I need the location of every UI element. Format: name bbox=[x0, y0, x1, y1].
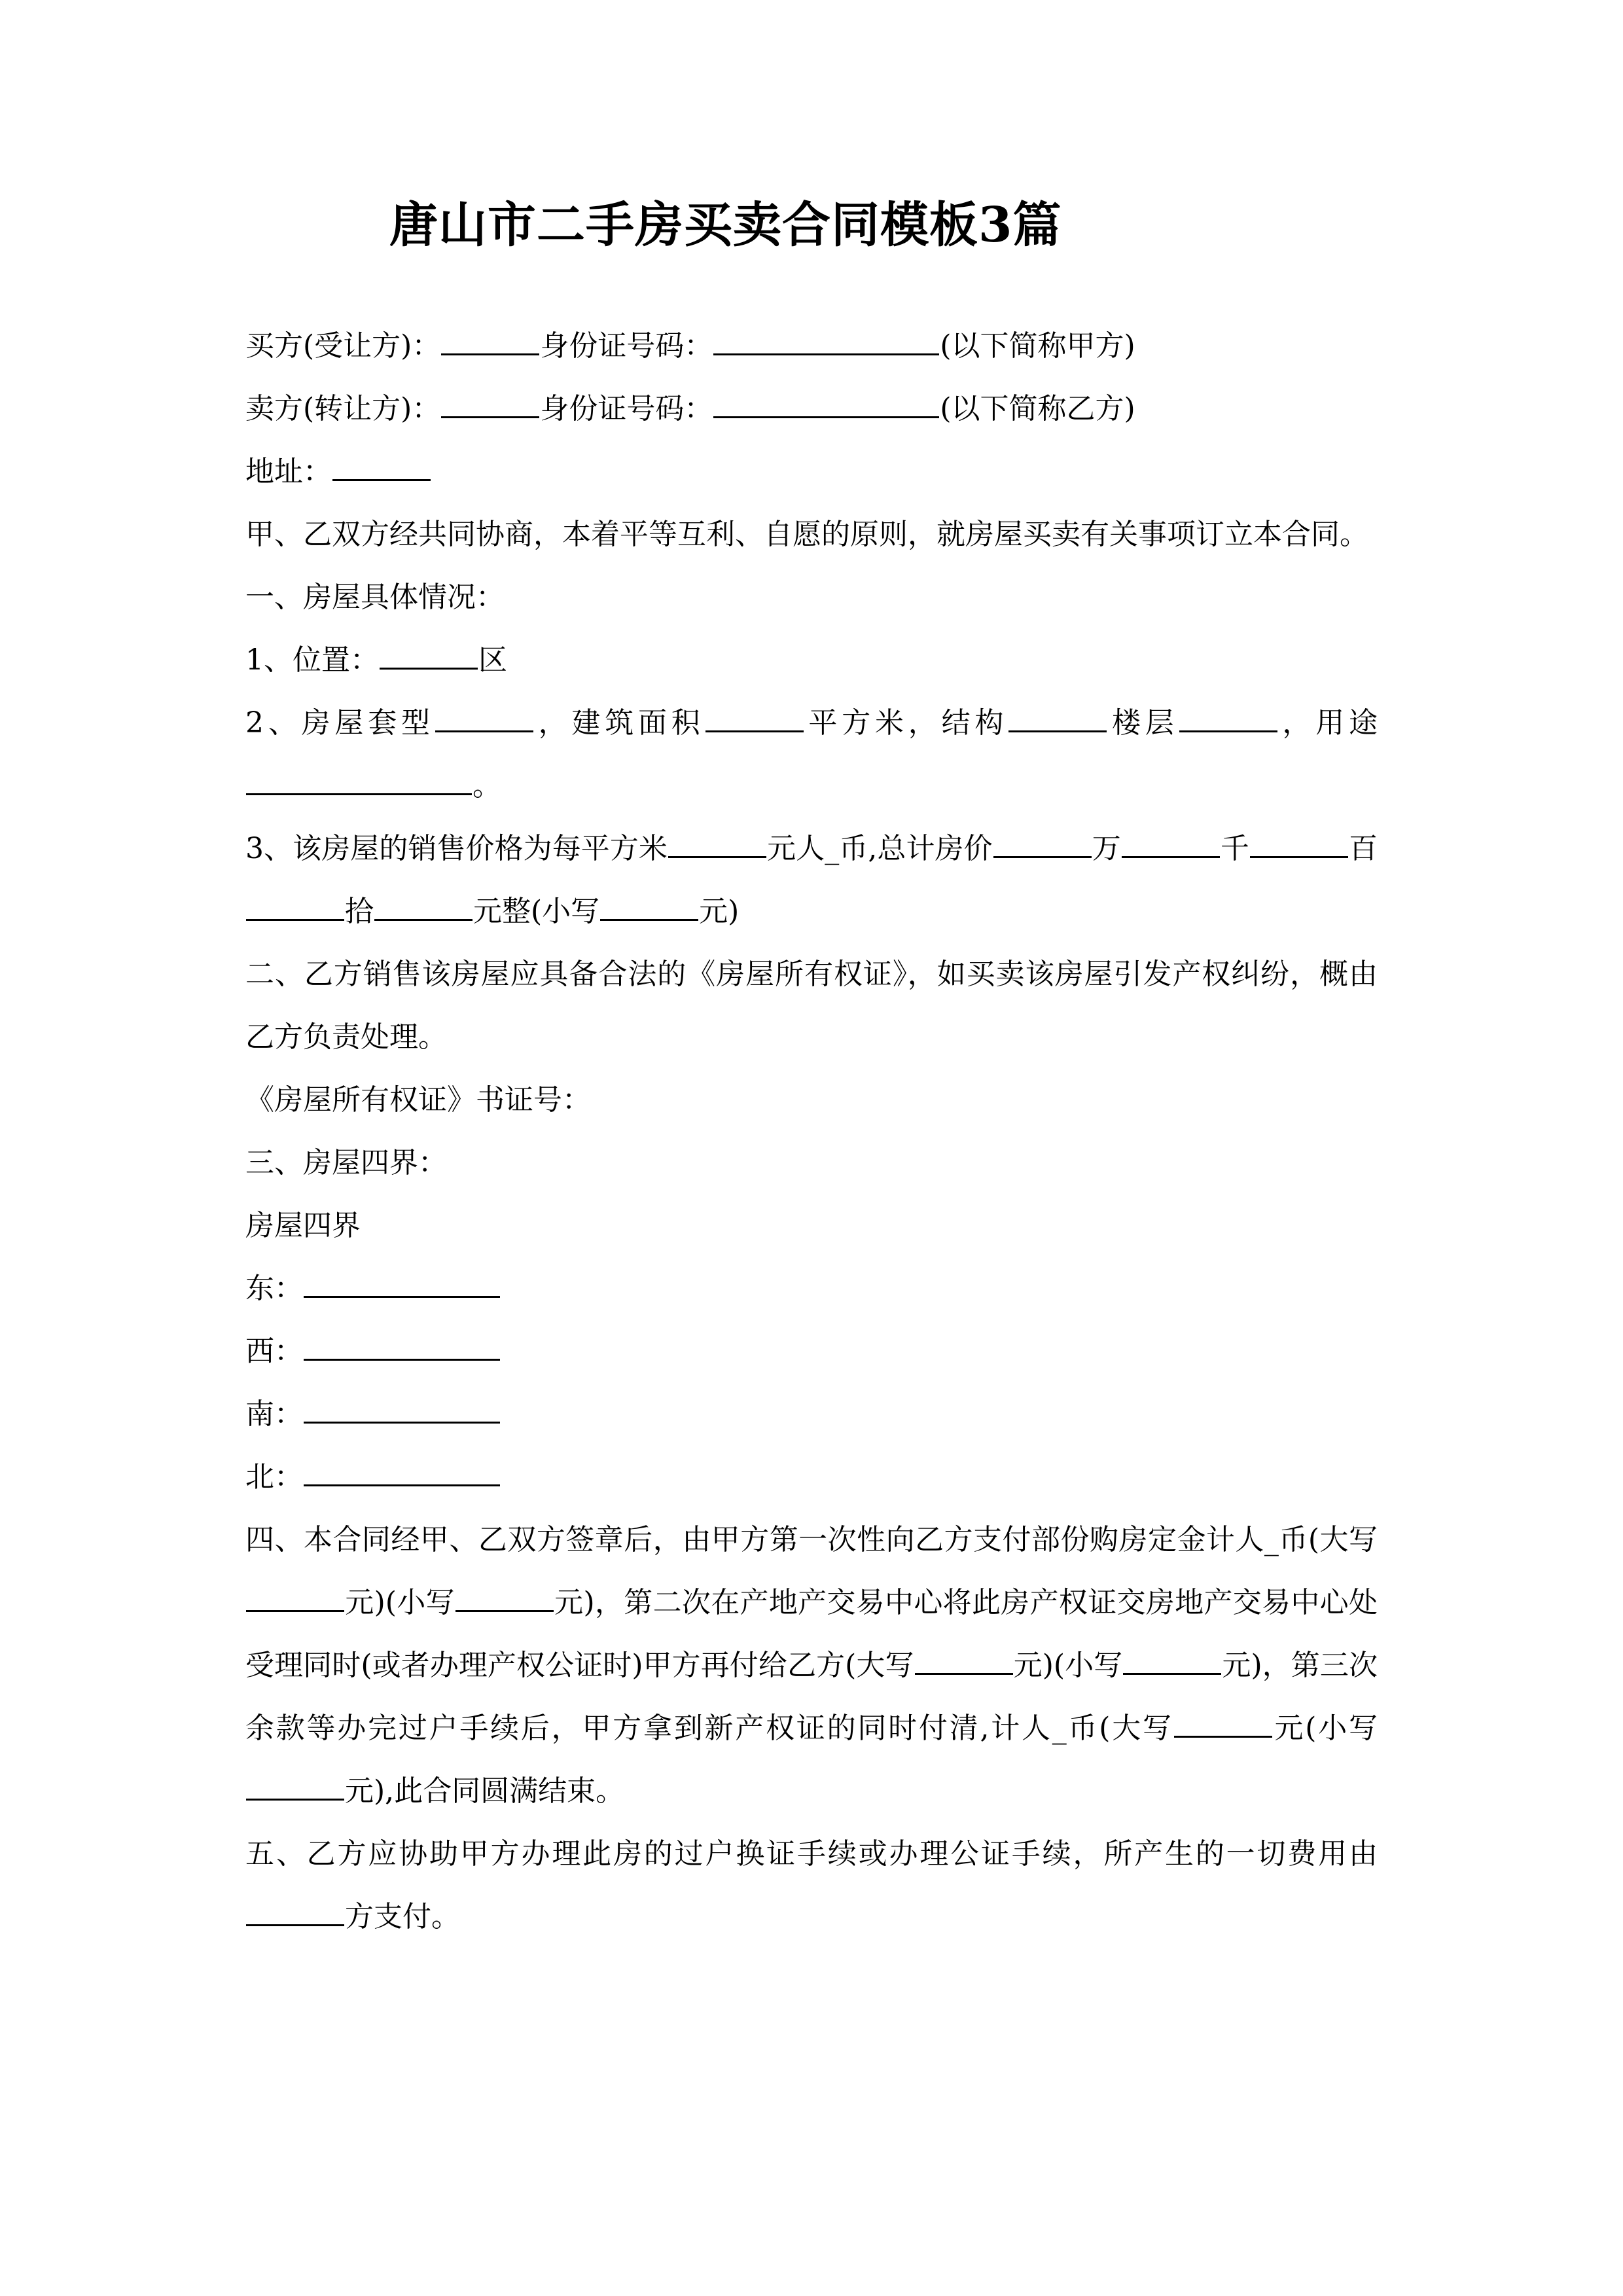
section-4-paragraph bbox=[245, 1509, 1378, 1823]
section-5-paragraph bbox=[245, 1823, 1378, 1948]
section-2-paragraph: 二、乙方销售该房屋应具备合法的《房屋所有权证》，如买卖该房屋引发产权纠纷，概由乙方负责处理。 bbox=[245, 957, 1378, 1054]
price-qian-blank[interactable] bbox=[1122, 829, 1220, 858]
total-price-label: 元人_币,总计房价 bbox=[767, 831, 993, 865]
area-label: ，建筑面积 bbox=[533, 706, 705, 740]
buyer-name-blank[interactable] bbox=[441, 326, 539, 355]
seller-name-blank[interactable] bbox=[441, 389, 539, 418]
price-yuan-blank[interactable] bbox=[374, 891, 473, 921]
seller-alias: (以下简称乙方) bbox=[940, 391, 1135, 425]
address-line bbox=[245, 440, 1378, 503]
page-title: 唐山市二手房买卖合同模板3篇 bbox=[389, 197, 1062, 253]
north-blank[interactable] bbox=[304, 1457, 500, 1486]
structure-label: 平方米，结构 bbox=[804, 706, 1008, 740]
unit-type-label: 2、房屋套型 bbox=[245, 706, 435, 740]
buyer-alias: (以下简称甲方) bbox=[940, 329, 1135, 363]
deposit-lower-blank[interactable] bbox=[455, 1583, 554, 1612]
section-5-part-b: 方支付。 bbox=[345, 1899, 460, 1933]
price-lower-suffix: 元) bbox=[699, 894, 740, 928]
boundary-north bbox=[245, 1446, 1378, 1509]
price-bai-label: 百 bbox=[1348, 831, 1378, 865]
final-payment-upper-blank[interactable] bbox=[1174, 1708, 1272, 1738]
east-label: 东： bbox=[245, 1271, 303, 1305]
price-wan-blank[interactable] bbox=[993, 829, 1092, 858]
section-4-part-e: 元)，第三次余款等办完过户手续后，甲方拿到新产权证的同时付清,计人_币(大写 bbox=[245, 1648, 1378, 1745]
cert-number-line: 《房屋所有权证》书证号： bbox=[245, 1083, 591, 1117]
location-label: 1、位置： bbox=[245, 643, 379, 677]
item-2-unit-info bbox=[245, 692, 1378, 817]
seller-line bbox=[245, 378, 1378, 440]
usage-blank[interactable] bbox=[246, 766, 472, 795]
four-boundaries-label: 房屋四界 bbox=[245, 1208, 361, 1242]
seller-label: 卖方(转让方)： bbox=[245, 391, 441, 425]
price-qian-label: 千 bbox=[1220, 831, 1249, 865]
address-blank[interactable] bbox=[332, 452, 431, 481]
west-blank[interactable] bbox=[304, 1331, 500, 1361]
contract-body bbox=[245, 315, 1378, 1948]
boundary-east bbox=[245, 1257, 1378, 1320]
buyer-line bbox=[245, 315, 1378, 378]
section-4-part-g: 元),此合同圆满结束。 bbox=[345, 1774, 625, 1808]
item-1-location bbox=[245, 629, 1378, 692]
unit-price-blank[interactable] bbox=[668, 829, 766, 858]
section-5-part-a: 五、乙方应协助甲方办理此房的过户换证手续或办理公证手续，所产生的一切费用由 bbox=[245, 1837, 1378, 1871]
address-label: 地址： bbox=[245, 454, 332, 488]
section-4-part-c: 元)，第二次在产地产交易中心将此房产权证交房地产交易中心处受理同时(或者办理产权公证时)甲方再付给乙方(大写 bbox=[245, 1585, 1378, 1682]
unit-price-label: 3、该房屋的销售价格为每平方米 bbox=[245, 831, 668, 865]
section-4-part-b: 元)(小写 bbox=[345, 1585, 455, 1619]
seller-id-blank[interactable] bbox=[713, 389, 939, 418]
document-content bbox=[245, 0, 1378, 1948]
seller-id-label: 身份证号码： bbox=[540, 391, 713, 425]
item-3-price bbox=[245, 817, 1378, 943]
section-4-part-a: 四、本合同经甲、乙双方签章后，由甲方第一次性向乙方支付部份购房定金计人_币(大写 bbox=[245, 1522, 1378, 1556]
usage-period: 。 bbox=[473, 768, 501, 802]
floor-blank[interactable] bbox=[1179, 703, 1277, 732]
floor-label: 楼层 bbox=[1107, 706, 1179, 740]
price-wan-label: 万 bbox=[1092, 831, 1121, 865]
north-label: 北： bbox=[245, 1460, 303, 1494]
west-label: 西： bbox=[245, 1334, 303, 1368]
buyer-id-label: 身份证号码： bbox=[540, 329, 713, 363]
south-blank[interactable] bbox=[304, 1394, 500, 1424]
deposit-upper-blank[interactable] bbox=[246, 1583, 344, 1612]
fee-payer-blank[interactable] bbox=[246, 1897, 344, 1926]
section-4-part-d: 元)(小写 bbox=[1013, 1648, 1123, 1682]
price-bai-blank[interactable] bbox=[1250, 829, 1348, 858]
boundary-south bbox=[245, 1383, 1378, 1446]
second-payment-upper-blank[interactable] bbox=[915, 1645, 1013, 1675]
location-blank[interactable] bbox=[380, 640, 478, 670]
boundary-west bbox=[245, 1320, 1378, 1383]
section-3-heading: 三、房屋四界： bbox=[245, 1145, 447, 1179]
unit-type-blank[interactable] bbox=[435, 703, 533, 732]
buyer-label: 买方(受让方)： bbox=[245, 329, 441, 363]
item-2-comma: ， bbox=[1277, 706, 1316, 740]
structure-blank[interactable] bbox=[1008, 703, 1107, 732]
location-suffix: 区 bbox=[478, 643, 507, 677]
final-payment-lower-blank[interactable] bbox=[246, 1771, 344, 1801]
price-shi-label: 拾 bbox=[345, 894, 374, 928]
price-lower-label: 元整(小写 bbox=[473, 894, 600, 928]
south-label: 南： bbox=[245, 1397, 303, 1431]
agreement-paragraph: 甲、乙双方经共同协商，本着平等互利、自愿的原则，就房屋买卖有关事项订立本合同。 bbox=[245, 517, 1368, 551]
usage-label: 用途 bbox=[1315, 706, 1378, 740]
east-blank[interactable] bbox=[304, 1268, 500, 1298]
buyer-id-blank[interactable] bbox=[713, 326, 939, 355]
section-1-heading: 一、房屋具体情况： bbox=[245, 580, 505, 614]
price-shi-blank[interactable] bbox=[246, 891, 344, 921]
area-blank[interactable] bbox=[705, 703, 804, 732]
price-lower-blank[interactable] bbox=[600, 891, 698, 921]
section-4-part-f: 元(小写 bbox=[1272, 1711, 1378, 1745]
second-payment-lower-blank[interactable] bbox=[1123, 1645, 1221, 1675]
